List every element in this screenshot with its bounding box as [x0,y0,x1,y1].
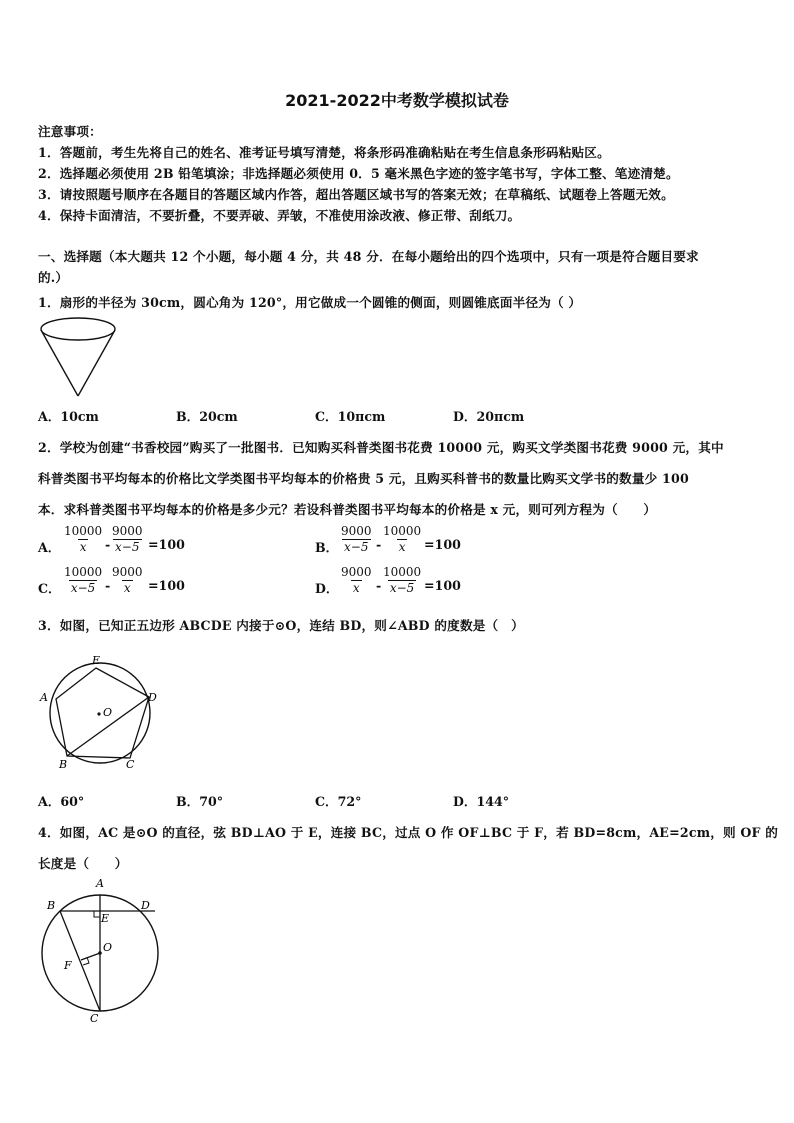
q2-option-a-fraction1 [62,524,104,555]
fraction-numerator: 9000 [112,524,143,538]
q2-option-d-fraction2 [381,565,423,596]
minus-sign: - [376,537,382,552]
fraction-denominator: x−5 [344,540,369,554]
label-o: O [103,706,113,719]
label-e: E [92,654,101,667]
q2-option-b-fraction2 [381,524,423,555]
minus-sign: - [105,537,111,552]
q2-option-b-label: B． [315,540,339,555]
pentagon-figure [36,650,166,770]
q2-stem-line2: 科普类图书平均每本的价格比文学类图书平均每本的价格贵 5 元，且购买科普书的数量比购买文学书的数量少 100 [38,471,689,486]
q2-option-b-rhs: =100 [424,537,461,552]
circle-chord-figure [32,874,167,1024]
minus-sign: - [105,578,111,593]
notice-heading: 注意事项： [38,124,102,139]
q2-stem-line3: 本．求科普类图书平均每本的价格是多少元？若设科普类图书平均每本的价格是 x 元，则可列方程为（ ） [38,502,657,517]
fraction-numerator: 10000 [383,524,422,538]
segment-of [81,953,100,960]
label-d: D [141,899,150,912]
q3-stem: 3．如图，已知正五边形 ABCDE 内接于⊙O，连结 BD，则∠ABD 的度数是（ ） [38,618,524,633]
center-point-o [98,951,102,955]
fraction-denominator: x−5 [389,581,415,595]
notice-item-1: 1．答题前，考生先将自己的姓名、准考证号填写清楚，将条形码准确粘贴在考生信息条形码粘贴区。 [38,145,610,160]
label-e: E [101,912,110,925]
notice-item-3: 3．请按照题号顺序在各题目的答题区域内作答，超出答题区域书写的答案无效；在草稿纸、试题卷上答题无效。 [38,187,674,202]
center-point-o [97,712,100,715]
q4-stem-line1: 4．如图，AC 是⊙O 的直径，弦 BD⊥AO 于 E，连接 BC，过点 O 作 OF⊥BC 于 F，若 BD=8cm，AE=2cm，则 OF 的 [38,825,779,840]
section1-heading-line2: 的.） [38,270,69,285]
q2-option-b-fraction1 [339,524,374,555]
q3-option-d: D．144° [453,794,510,809]
q2-option-a-rhs: =100 [148,537,185,552]
q2-option-a-fraction2 [110,524,145,555]
q2-option-d-rhs: =100 [424,578,461,593]
label-b: B [47,899,56,912]
notice-item-4: 4．保持卡面清洁，不要折叠，不要弄破、弄皱，不准使用涂改液、修正带、刮纸刀。 [38,208,521,223]
q2-stem-line1: 2．学校为创建“书香校园”购买了一批图书．已知购买科普类图书花费 10000 元，购买文学类图书花费 9000 元，其中 [38,440,724,455]
q1-option-a: A．10cm [38,409,99,424]
q2-option-c-rhs: =100 [148,578,185,593]
q2-option-c-fraction1 [62,565,104,596]
q1-stem: 1．扇形的半径为 30cm，圆心角为 120°，用它做成一个圆锥的侧面，则圆锥底面半径为（ ） [38,295,582,310]
q1-option-d: D．20πcm [453,409,525,424]
cone-base-ellipse [41,318,115,340]
label-c: C [90,1012,99,1024]
page-title: 2021-2022中考数学模拟试卷 [285,91,509,110]
fraction-numerator: 9000 [341,524,372,538]
q1-option-b: B．20cm [176,409,238,424]
notice-item-2: 2．选择题必须使用 2B 铅笔填涂；非选择题必须使用 0．5 毫米黑色字迹的签字笔书写，字体工整、笔迹清楚。 [38,166,679,181]
q2-option-c-fraction2 [110,565,145,596]
label-c: C [126,758,135,770]
label-a: A [40,691,48,704]
label-d: D [148,691,157,704]
section1-heading-line1: 一、选择题（本大题共 12 个小题，每小题 4 分，共 48 分．在每小题给出的四个选项中，只有一项是符合题目要求 [38,249,699,264]
fraction-numerator: 9000 [112,565,143,579]
q2-option-d-label: D． [315,581,339,596]
right-angle-e [94,911,100,917]
q1-option-c: C．10πcm [315,409,386,424]
fraction-denominator: x−5 [115,540,140,554]
fraction-denominator: x−5 [70,581,96,595]
fraction-numerator: 10000 [64,565,103,579]
label-o: O [103,941,113,954]
cone-figure [38,316,120,402]
label-b: B [59,758,68,770]
fraction-denominator: x [123,581,131,595]
minus-sign: - [376,578,382,593]
fraction-numerator: 10000 [64,524,103,538]
q2-option-d-fraction1 [339,565,374,596]
fraction-numerator: 10000 [383,565,422,579]
fraction-denominator: x [352,581,360,595]
q3-option-b: B．70° [176,794,224,809]
label-a: A [96,877,104,890]
q2-option-c-label: C． [38,581,61,596]
fraction-numerator: 9000 [341,565,372,579]
q4-stem-line2: 长度是（ ） [38,856,128,871]
q3-option-a: A．60° [38,794,85,809]
label-f: F [64,959,72,972]
q3-option-c: C．72° [315,794,362,809]
fraction-denominator: x [79,540,87,554]
fraction-denominator: x [398,540,406,554]
q2-option-a-label: A． [38,540,61,555]
